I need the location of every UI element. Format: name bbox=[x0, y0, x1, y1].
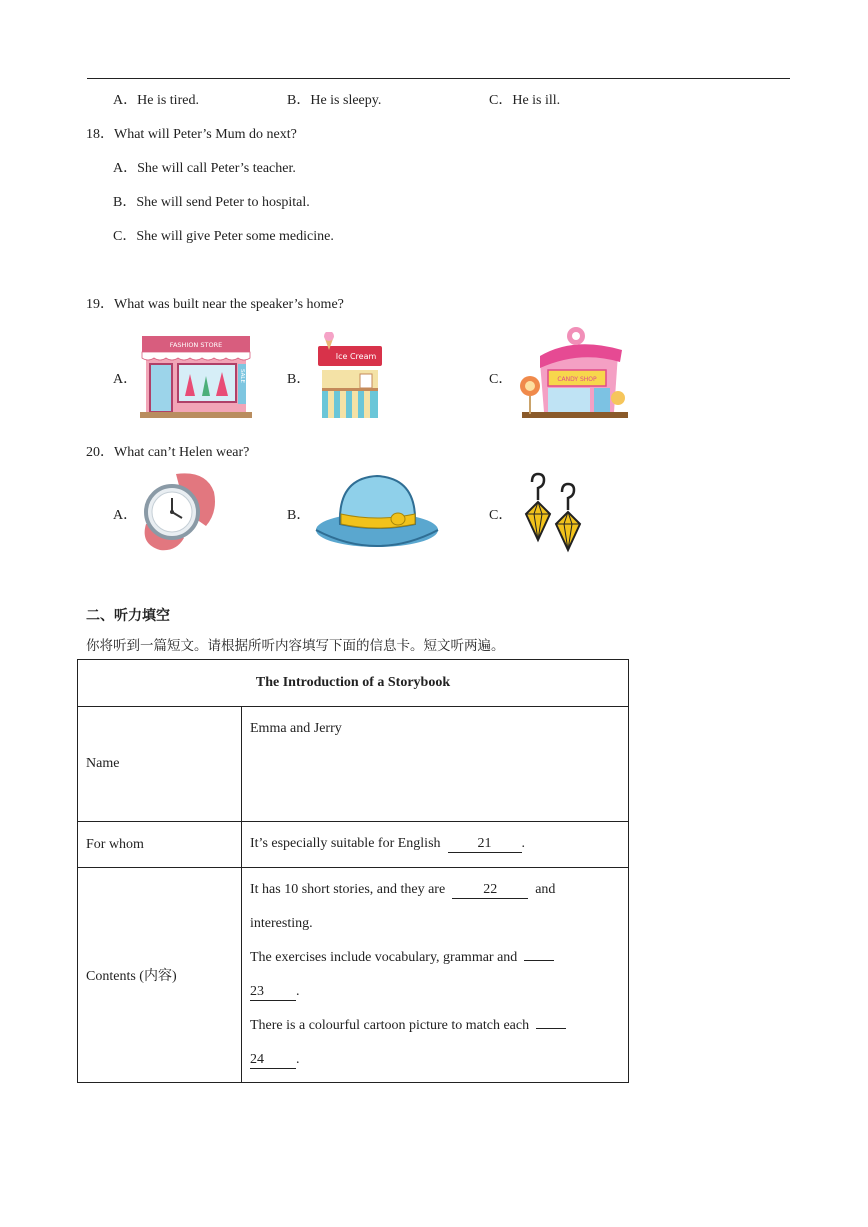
q19-option-c-letter: C． bbox=[489, 372, 513, 387]
q18-question: 18．What will Peter’s Mum do next? bbox=[86, 127, 297, 142]
section-title: 二、听力填空 bbox=[86, 608, 170, 624]
q19-question: 19．What was built near the speaker’s home? bbox=[86, 297, 344, 312]
for-whom-text: It’s especially suitable for English bbox=[250, 836, 441, 851]
contents-label: Contents (内容) bbox=[78, 868, 242, 1083]
storybook-info-table bbox=[77, 659, 629, 1083]
contents-value bbox=[242, 868, 629, 1083]
svg-text:Ice Cream: Ice Cream bbox=[335, 352, 377, 361]
q17-option-b: B．He is sleepy. bbox=[287, 93, 382, 108]
q18-option-b: B．She will send Peter to hospital. bbox=[113, 195, 310, 210]
contents-line-1: It has 10 short stories, and they are 22 and bbox=[250, 882, 556, 897]
contents-line-6: 24 . bbox=[250, 1052, 300, 1067]
blank-21: 21 bbox=[448, 836, 522, 853]
contents-line-4: 23 . bbox=[250, 984, 300, 999]
q19-option-b-letter: B． bbox=[287, 372, 311, 387]
blank-24: 24 bbox=[250, 1052, 296, 1069]
table-title: The Introduction of a Storybook bbox=[78, 660, 629, 707]
earrings-illustration bbox=[518, 472, 588, 554]
name-label: Name bbox=[78, 707, 242, 822]
for-whom-period: . bbox=[521, 836, 526, 851]
q20-option-b-letter: B． bbox=[287, 508, 311, 523]
q19-option-a-letter: A． bbox=[113, 372, 138, 387]
q18-option-a: A．She will call Peter’s teacher. bbox=[113, 161, 296, 176]
table-header-row bbox=[78, 660, 629, 707]
table-row bbox=[78, 868, 629, 1083]
hat-illustration bbox=[314, 472, 440, 550]
q20-option-c-letter: C． bbox=[489, 508, 513, 523]
for-whom-value bbox=[242, 822, 629, 868]
q20-option-a-letter: A． bbox=[113, 508, 138, 523]
svg-text:CANDY SHOP: CANDY SHOP bbox=[557, 376, 597, 383]
top-rule bbox=[87, 78, 790, 79]
watch-illustration bbox=[138, 468, 218, 552]
table-row bbox=[78, 822, 629, 868]
for-whom-label: For whom bbox=[78, 822, 242, 868]
fashion-store-illustration bbox=[140, 332, 252, 418]
blank-23-start bbox=[524, 960, 554, 961]
svg-text:FASHION STORE: FASHION STORE bbox=[169, 341, 223, 349]
blank-22: 22 bbox=[452, 882, 528, 899]
contents-line-3: The exercises include vocabulary, grammar and bbox=[250, 941, 620, 975]
q20-question: 20．What can’t Helen wear? bbox=[86, 445, 250, 460]
contents-line-2: interesting. bbox=[250, 916, 313, 931]
ice-cream-stand-illustration bbox=[314, 332, 386, 420]
svg-text:SALE: SALE bbox=[239, 369, 245, 383]
contents-line-5: There is a colourful cartoon picture to match each bbox=[250, 1009, 620, 1043]
table-row bbox=[78, 707, 629, 822]
q17-option-a: A．He is tired. bbox=[113, 93, 199, 108]
name-value: Emma and Jerry bbox=[242, 707, 629, 822]
blank-24-start bbox=[536, 1028, 566, 1029]
blank-23: 23 bbox=[250, 984, 296, 1001]
candy-shop-illustration bbox=[518, 326, 630, 420]
q18-option-c: C．She will give Peter some medicine. bbox=[113, 229, 334, 244]
q17-option-c: C．He is ill. bbox=[489, 93, 561, 108]
section-instruction: 你将听到一篇短文。请根据所听内容填写下面的信息卡。短文听两遍。 bbox=[86, 638, 505, 654]
